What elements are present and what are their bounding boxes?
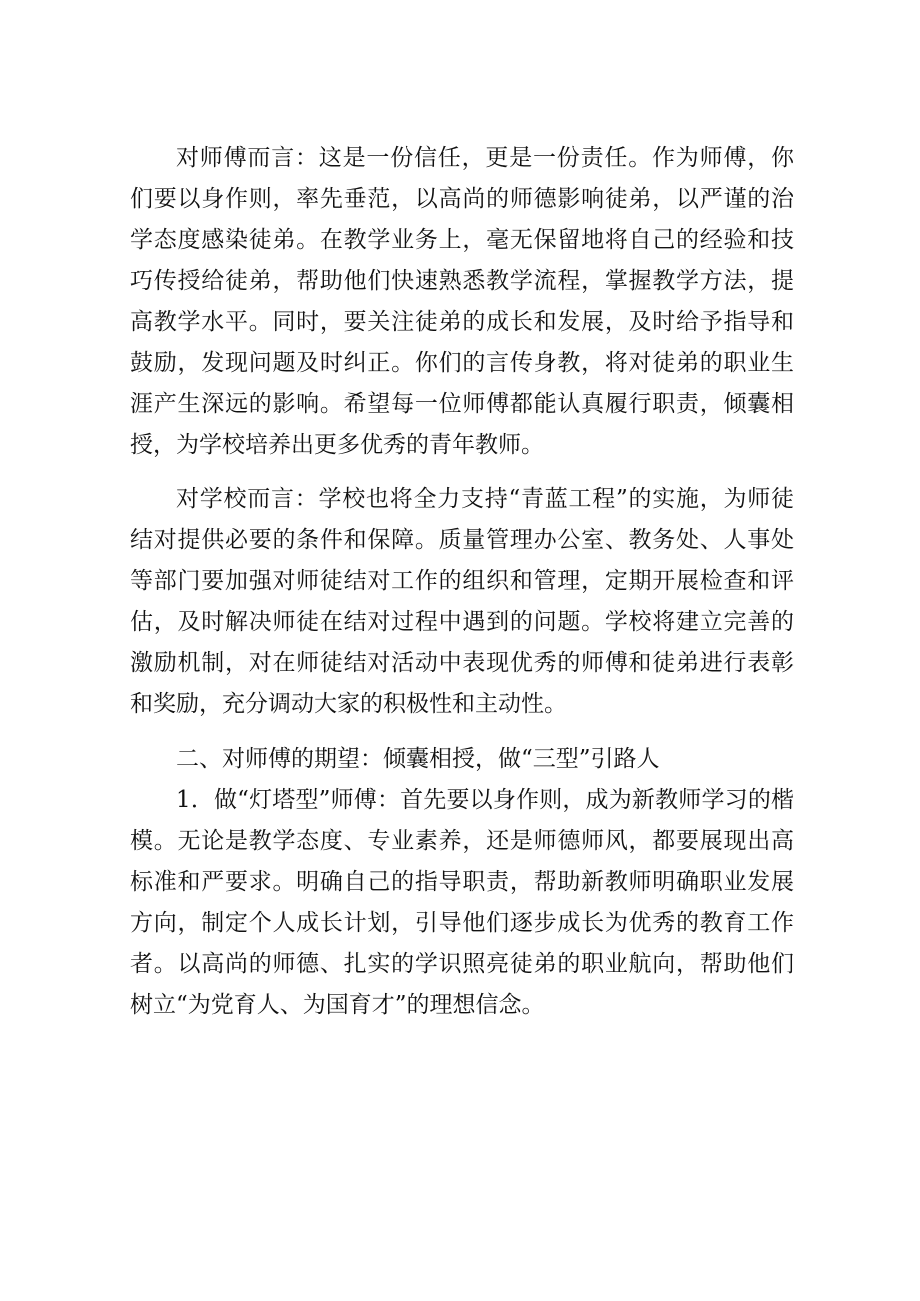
- section-heading-mentor-expectations: 二、对师傅的期望：倾囊相授，做“三型”引路人: [176, 746, 660, 772]
- paragraph-school-support: 对学校而言：学校也将全力支持“青蓝工程”的实施，为师徒结对提供必要的条件和保障。质量管理办公室、教务处、人事处等部门要加强对师徒结对工作的组织和管理，定期开展检查和评估，及时解决师徒在结对过程中遇到的问题。学校将建立完善的激励机制，对在师徒结对活动中表现优秀的师傅和徒弟进行表彰和奖励，充分调动大家的积极性和主动性。: [130, 486, 794, 717]
- document-body: [130, 138, 794, 1026]
- paragraph-mentor-responsibility: 对师傅而言：这是一份信任，更是一份责任。作为师傅，你们要以身作则，率先垂范，以高尚的师德影响徒弟，以严谨的治学态度感染徒弟。在教学业务上，毫无保留地将自己的经验和技巧传授给徒弟，帮助他们快速熟悉教学流程，掌握教学方法，提高教学水平。同时，要关注徒弟的成长和发展，及时给予指导和鼓励，发现问题及时纠正。你们的言传身教，将对徒弟的职业生涯产生深远的影响。希望每一位师傅都能认真履行职责，倾囊相授，为学校培养出更多优秀的青年教师。: [130, 145, 794, 458]
- paragraph-lighthouse-mentor: 1．做“灯塔型”师傅：首先要以身作则，成为新教师学习的楷模。无论是教学态度、专业素养，还是师德师风，都要展现出高标准和严要求。明确自己的指导职责，帮助新教师明确职业发展方向，制定个人成长计划，引导他们逐步成长为优秀的教育工作者。以高尚的师德、扎实的学识照亮徒弟的职业航向，帮助他们树立“为党育人、为国育才”的理想信念。: [130, 787, 794, 1018]
